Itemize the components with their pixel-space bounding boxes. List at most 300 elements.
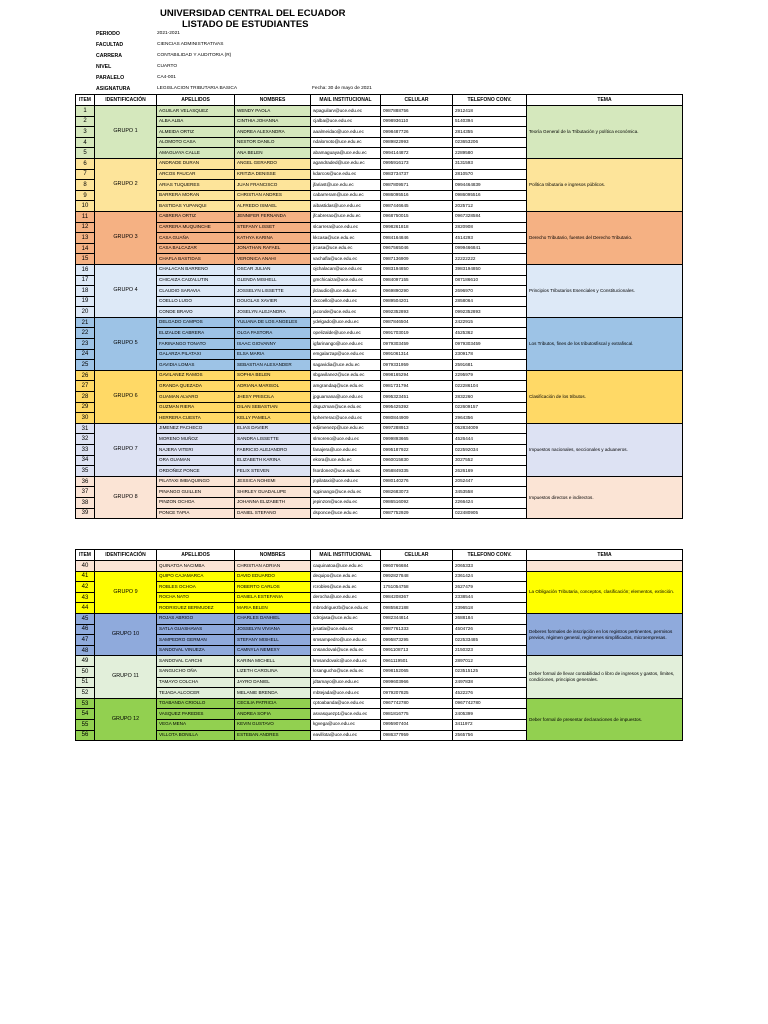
group-cell: GRUPO 12: [95, 698, 157, 740]
meta-label: PARALELO: [96, 75, 125, 81]
nombres-cell: ANDREA ALEXANDRA: [235, 127, 311, 138]
telefono-cell: 022609157: [453, 402, 527, 413]
telefono-cell: 3131593: [453, 158, 527, 169]
celular-cell: 0968750015: [381, 211, 453, 222]
celular-cell: 0998487726: [381, 127, 453, 138]
telefono-cell: 2405399: [453, 709, 527, 720]
celular-cell: 0995187922: [381, 445, 453, 456]
apellidos-cell: SATLA GUASHAVAS: [157, 624, 235, 635]
table-row: [76, 317, 683, 328]
apellidos-cell: HERRERA CUESTA: [157, 413, 235, 424]
telefono-cell: 2832260: [453, 392, 527, 403]
apellidos-cell: BARRERA MORAN: [157, 190, 235, 201]
item-cell: 35: [76, 466, 95, 477]
mail-cell: mbrodriguezb@uce.edu.ec: [311, 603, 381, 614]
meta-label: CARRERA: [96, 53, 122, 59]
apellidos-cell: CABRERA ORTIZ: [157, 211, 235, 222]
apellidos-cell: ROJAS ABRIGO: [157, 613, 235, 624]
list-title: LISTADO DE ESTUDIANTES: [182, 19, 309, 30]
celular-cell: 0997288913: [381, 423, 453, 434]
mail-cell: kkcasa@uce.edu.ec: [311, 233, 381, 244]
item-cell: 48: [76, 645, 95, 656]
group-cell: GRUPO 3: [95, 211, 157, 264]
celular-cell: 0958849335: [381, 466, 453, 477]
celular-cell: 0991703019: [381, 328, 453, 339]
col-header-tema: TEMA: [527, 95, 683, 106]
telefono-cell: 0992352893: [453, 307, 527, 318]
telefono-cell: 022286104: [453, 381, 527, 392]
table-row: [76, 561, 683, 572]
celular-cell: 0984208367: [381, 592, 453, 603]
apellidos-cell: MORENO MUÑOZ: [157, 434, 235, 445]
meta-value: 2021-2021: [157, 31, 180, 36]
celular-cell: 0999893665: [381, 434, 453, 445]
apellidos-cell: JIMENEZ PACHECO: [157, 423, 235, 434]
mail-cell: igfarinango@uce.edu.ec: [311, 339, 381, 350]
mail-cell: ndalomoto@uce.edu.ec: [311, 137, 381, 148]
item-cell: 10: [76, 201, 95, 212]
mail-cell: cabarreram@uce.edu.ec: [311, 190, 381, 201]
celular-cell: 0980140276: [381, 476, 453, 487]
nombres-cell: CHRISTIAN ANDRES: [235, 190, 311, 201]
item-cell: 27: [76, 381, 95, 392]
telefono-cell: 2688184: [453, 613, 527, 624]
apellidos-cell: NAJERA VITERI: [157, 445, 235, 456]
mail-cell: emgalarzap@uce.edu.ec: [311, 349, 381, 360]
apellidos-cell: ORA GUAMAN: [157, 455, 235, 466]
telefono-cell: 5140394: [453, 116, 527, 127]
group-cell: GRUPO 9: [95, 571, 157, 613]
apellidos-cell: GUAMAN ALVARO: [157, 392, 235, 403]
table-row: [76, 106, 683, 117]
tema-cell: Los Tributos, fines de los tributosfiscal y extrafiscal.: [527, 317, 683, 370]
telefono-cell: 2309178: [453, 349, 527, 360]
telefono-cell: 22222222: [453, 254, 527, 265]
table-row: [76, 698, 683, 709]
celular-cell: 0986377959: [381, 730, 453, 741]
apellidos-cell: DELGADO CAMPOS: [157, 317, 235, 328]
celular-cell: 0998261818: [381, 222, 453, 233]
mail-cell: asvasquezp1@uce.edu.ec: [311, 709, 381, 720]
celular-cell: 0960766684: [381, 561, 453, 572]
telefono-cell: 2696970: [453, 286, 527, 297]
mail-cell: gmchicaiza@uce.edu.ec: [311, 275, 381, 286]
nombres-cell: KATHYA KARINA: [235, 233, 311, 244]
mail-cell: cjalba@uce.edu.ec: [311, 116, 381, 127]
nombres-cell: ANDREA SOFIA: [235, 709, 311, 720]
mail-cell: wpaguilarv@uce.edu.ec: [311, 106, 381, 117]
telefono-cell: 0979303459: [453, 339, 527, 350]
apellidos-cell: ANDRADE DURAN: [157, 158, 235, 169]
mail-cell: slcarrera@uce.edu.ec: [311, 222, 381, 233]
item-cell: 3: [76, 127, 95, 138]
table-row: [76, 370, 683, 381]
mail-cell: kpherrerac@uce.edu.ec: [311, 413, 381, 424]
celular-cell: 0989822993: [381, 137, 453, 148]
telefono-cell: 0994464839: [453, 180, 527, 191]
table-row: [76, 656, 683, 667]
group-cell: GRUPO 4: [95, 264, 157, 317]
meta-label: ASIGNATURA: [96, 86, 131, 92]
item-cell: 40: [76, 561, 95, 572]
item-cell: 37: [76, 487, 95, 498]
telefono-cell: 4504726: [453, 624, 527, 635]
mail-cell: jrcasa@uce.edu.ec: [311, 243, 381, 254]
telefono-cell: 2964356: [453, 413, 527, 424]
nombres-cell: DOUGLAS XAVIER: [235, 296, 311, 307]
nombres-cell: ALFREDO ISMAEL: [235, 201, 311, 212]
item-cell: 34: [76, 455, 95, 466]
apellidos-cell: FARINANGO TONATO: [157, 339, 235, 350]
celular-cell: 0998152065: [381, 666, 453, 677]
nombres-cell: FABRICIO ALEJANDRO: [235, 445, 311, 456]
celular-cell: 0983194850: [381, 264, 453, 275]
apellidos-cell: ALBA ALBA: [157, 116, 235, 127]
mail-cell: ydelgado@uce.edu.ec: [311, 317, 381, 328]
nombres-cell: JOHANNA ELIZABETH: [235, 497, 311, 508]
telefono-cell: 023653206: [453, 137, 527, 148]
tema-cell: Impuestos nacionales, seccionales y aduaneros.: [527, 423, 683, 476]
celular-cell: 0987761333: [381, 624, 453, 635]
nombres-cell: DILAN SEBASTIAN: [235, 402, 311, 413]
telefono-cell: 2912418: [453, 106, 527, 117]
nombres-cell: CHARLES DANHIEL: [235, 613, 311, 624]
telefono-cell: 2814355: [453, 127, 527, 138]
celular-cell: 0998165294: [381, 370, 453, 381]
col-header-item: ITEM: [76, 550, 95, 561]
apellidos-cell: GALARZA PILATAXI: [157, 349, 235, 360]
apellidos-cell: ROCHA NATO: [157, 592, 235, 603]
nombres-cell: JONATHAN RAFAEL: [235, 243, 311, 254]
nombres-cell: LIZETH CAROLINA: [235, 666, 311, 677]
telefono-cell: 2497838: [453, 677, 527, 688]
nombres-cell: ANGEL GERARDO: [235, 158, 311, 169]
mail-cell: jfariast@uce.edu.ec: [311, 180, 381, 191]
celular-cell: 0982683073: [381, 487, 453, 498]
nombres-cell: JOSSELYN VIVIANA: [235, 624, 311, 635]
mail-cell: agandraded@uce.edu.ec: [311, 158, 381, 169]
table-row: [76, 613, 683, 624]
nombres-cell: YULIANA DE LOS ANGELES: [235, 317, 311, 328]
celular-cell: 0981731794: [381, 381, 453, 392]
item-cell: 54: [76, 709, 95, 720]
group-cell: GRUPO 1: [95, 106, 157, 159]
meta-value: CA4-001: [157, 75, 176, 80]
celular-cell: 0979331959: [381, 360, 453, 371]
item-cell: 49: [76, 656, 95, 667]
nombres-cell: VERONICA ANAHI: [235, 254, 311, 265]
nombres-cell: ROBERTO CARLOS: [235, 582, 311, 593]
student-table-2: [75, 549, 683, 741]
table-row: [76, 158, 683, 169]
item-cell: 41: [76, 571, 95, 582]
item-cell: 44: [76, 603, 95, 614]
telefono-cell: 052834009: [453, 423, 527, 434]
mail-cell: aibastidas@uce.edu.ec: [311, 201, 381, 212]
nombres-cell: SEBASTIAN ALEXANDER: [235, 360, 311, 371]
celular-cell: 0980844909: [381, 413, 453, 424]
nombres-cell: WENDY PAOLA: [235, 106, 311, 117]
item-cell: 1: [76, 106, 95, 117]
col-header-celular: CELULAR: [381, 550, 453, 561]
telefono-cell: 3411972: [453, 719, 527, 730]
apellidos-cell: RODRIGUEZ BERMUDEZ: [157, 603, 235, 614]
celular-cell: 0994144872: [381, 148, 453, 159]
telefono-cell: 2052447: [453, 476, 527, 487]
item-cell: 42: [76, 582, 95, 593]
col-header-nombres: NOMBRES: [235, 550, 311, 561]
col-header-tema: TEMA: [527, 550, 683, 561]
table-row: [76, 264, 683, 275]
mail-cell: vachafla@uce.edu.ec: [311, 254, 381, 265]
nombres-cell: MELANIE BRENDA: [235, 688, 311, 699]
apellidos-cell: ALOMOTO CASA: [157, 137, 235, 148]
apellidos-cell: ARIAS TUQUERES: [157, 180, 235, 191]
item-cell: 32: [76, 434, 95, 445]
nombres-cell: JOSSELYN LISSETTE: [235, 286, 311, 297]
group-cell: GRUPO 7: [95, 423, 157, 476]
celular-cell: 0998936110: [381, 116, 453, 127]
mail-cell: jdtamayo@uce.edu.ec: [311, 677, 381, 688]
mail-cell: jvsatla@uce.edu.ec: [311, 624, 381, 635]
apellidos-cell: COELLO LUGO: [157, 296, 235, 307]
telefono-cell: 0999466841: [453, 243, 527, 254]
mail-cell: ojchalacan@uce.edu.ec: [311, 264, 381, 275]
telefono-cell: 2289580: [453, 148, 527, 159]
apellidos-cell: GUZMAN RIERA: [157, 402, 235, 413]
nombres-cell: KEVIN GUSTAVO: [235, 719, 311, 730]
nombres-cell: DANIEL STEFANO: [235, 508, 311, 519]
item-cell: 13: [76, 233, 95, 244]
apellidos-cell: VILLOTA BONILLA: [157, 730, 235, 741]
telefono-cell: 2065333: [453, 561, 527, 572]
celular-cell: 0987136909: [381, 254, 453, 265]
celular-cell: 0987888756: [381, 106, 453, 117]
mail-cell: sagavidia@uce.edu.ec: [311, 360, 381, 371]
apellidos-cell: SANDOVAL VINUEZA: [157, 645, 235, 656]
apellidos-cell: SANDOVAL CARCHI: [157, 656, 235, 667]
celular-cell: 0984164846: [381, 233, 453, 244]
mail-cell: jfcabreraо@uce.edu.ec: [311, 211, 381, 222]
item-cell: 52: [76, 688, 95, 699]
apellidos-cell: CONDE BRAVO: [157, 307, 235, 318]
nombres-cell: CECILIA PATRICIA: [235, 698, 311, 709]
mail-cell: cnsandoval@uce.edu.ec: [311, 645, 381, 656]
item-cell: 25: [76, 360, 95, 371]
mail-cell: jnpilataxi@uce.edu.ec: [311, 476, 381, 487]
tema-cell: Principios Tributarios Esenciales y Constitucionales.: [527, 264, 683, 317]
celular-cell: 0995916173: [381, 158, 453, 169]
meta-label: FACULTAD: [96, 42, 124, 48]
item-cell: 8: [76, 180, 95, 191]
nombres-cell: KELLY PAMELA: [235, 413, 311, 424]
nombres-cell: ELSA MARIA: [235, 349, 311, 360]
item-cell: 51: [76, 677, 95, 688]
item-cell: 14: [76, 243, 95, 254]
telefono-cell: 4526444: [453, 434, 527, 445]
telefono-cell: 022592034: [453, 445, 527, 456]
celular-cell: 0986516092: [381, 497, 453, 508]
item-cell: 2: [76, 116, 95, 127]
telefono-cell: 2897012: [453, 656, 527, 667]
telefono-cell: 2266424: [453, 497, 527, 508]
meta-value: CUARTO: [157, 64, 178, 69]
nombres-cell: NESTOR DANILO: [235, 137, 311, 148]
telefono-cell: 023515125: [453, 666, 527, 677]
nombres-cell: JHESY PRISCILA: [235, 392, 311, 403]
item-cell: 16: [76, 264, 95, 275]
item-cell: 55: [76, 719, 95, 730]
apellidos-cell: ROBLES OCHOA: [157, 582, 235, 593]
col-header-mail: MAIL INSTITUCIONAL: [311, 550, 381, 561]
item-cell: 19: [76, 296, 95, 307]
telefono-cell: 2025712: [453, 201, 527, 212]
col-header-apellidos: APELLIDOS: [157, 550, 235, 561]
telefono-cell: 2626169: [453, 466, 527, 477]
item-cell: 39: [76, 508, 95, 519]
celular-cell: 0995873295: [381, 635, 453, 646]
mail-cell: kmsandovalc@uce.edu.ec: [311, 656, 381, 667]
telefono-cell: 2361424: [453, 571, 527, 582]
telefono-cell: 2591681: [453, 360, 527, 371]
table-row: [76, 211, 683, 222]
item-cell: 56: [76, 730, 95, 741]
mail-cell: cdrojasa@uce.edu.ec: [311, 613, 381, 624]
table-row: [76, 571, 683, 582]
mail-cell: abamaguaya@uce.edu.ec: [311, 148, 381, 159]
col-header-telefono: TELEFONO CONV.: [453, 550, 527, 561]
university-title: UNIVERSIDAD CENTRAL DEL ECUADOR: [160, 8, 346, 19]
col-header-item: ITEM: [76, 95, 95, 106]
item-cell: 30: [76, 413, 95, 424]
nombres-cell: DANIELA ESTEFANIA: [235, 592, 311, 603]
telefono-cell: 2565756: [453, 730, 527, 741]
apellidos-cell: AMAGUAYA CALLE: [157, 148, 235, 159]
nombres-cell: SOPHIA BELEN: [235, 370, 311, 381]
item-cell: 36: [76, 476, 95, 487]
mail-cell: derocha@uce.edu.ec: [311, 592, 381, 603]
telefono-cell: 0967328584: [453, 211, 527, 222]
telefono-cell: 4522276: [453, 688, 527, 699]
col-header-mail: MAIL INSTITUCIONAL: [311, 95, 381, 106]
telefono-cell: 022533485: [453, 635, 527, 646]
item-cell: 33: [76, 445, 95, 456]
tema-cell: Deber formal de llevar contabilidad o libro de ingresos y gastos, límites, condiciones, principios generales.: [527, 656, 683, 698]
apellidos-cell: PINZON OCHOA: [157, 497, 235, 508]
col-header-identificacion: IDENTIFICACIÓN: [95, 550, 157, 561]
celular-cell: 0960015830: [381, 455, 453, 466]
telefono-cell: 3983194850: [453, 264, 527, 275]
nombres-cell: ELIZABETH KARINA: [235, 455, 311, 466]
mail-cell: rcrobles@uce.edu.ec: [311, 582, 381, 593]
apellidos-cell: TOABANDA CRIOLLO: [157, 698, 235, 709]
nombres-cell: CAMNYLA NEMEXY: [235, 645, 311, 656]
item-cell: 9: [76, 190, 95, 201]
nombres-cell: CHRISTIAN ADRIAN: [235, 561, 311, 572]
item-cell: 29: [76, 402, 95, 413]
group-cell: GRUPO 10: [95, 613, 157, 655]
meta-value: CIENCIAS ADMINISTRATIVAS: [157, 42, 224, 47]
tema-cell: Clasificación de los tributos.: [527, 370, 683, 423]
apellidos-cell: ELIZALDE CABRERA: [157, 328, 235, 339]
meta-label: NIVEL: [96, 64, 112, 70]
apellidos-cell: CHICAIZA CAIZALUTIN: [157, 275, 235, 286]
date-text: Fecha: 30 de mayo de 2021: [312, 86, 372, 91]
mail-cell: caquinatoa@uce.edu.ec: [311, 561, 381, 572]
item-cell: 5: [76, 148, 95, 159]
apellidos-cell: AGUILAR VELASQUEZ: [157, 106, 235, 117]
apellidos-cell: ALMEIDA ORTIZ: [157, 127, 235, 138]
mail-cell: fanajera@uce.edu.ec: [311, 445, 381, 456]
tema-cell: [527, 561, 683, 572]
apellidos-cell: PINANGO GUILLEN: [157, 487, 235, 498]
item-cell: 7: [76, 169, 95, 180]
celular-cell: 1751054758: [381, 582, 453, 593]
nombres-cell: ELIAS DAVIER: [235, 423, 311, 434]
meta-value: CONTABILIDAD Y AUDITORIA (R): [157, 53, 232, 58]
mail-cell: jaconde@uce.edu.ec: [311, 307, 381, 318]
telefono-cell: 2396518: [453, 603, 527, 614]
celular-cell: 0967742780: [381, 698, 453, 709]
apellidos-cell: CASA BALCAZAR: [157, 243, 235, 254]
telefono-cell: 2422915: [453, 317, 527, 328]
mail-cell: dequipo@uce.edu.ec: [311, 571, 381, 582]
telefono-cell: 0967742780: [453, 698, 527, 709]
celular-cell: 0981816775: [381, 709, 453, 720]
group-cell: GRUPO 8: [95, 476, 157, 518]
mail-cell: aaalmeidao@uce.edu.ec: [311, 127, 381, 138]
item-cell: 53: [76, 698, 95, 709]
celular-cell: 0992827848: [381, 571, 453, 582]
item-cell: 50: [76, 666, 95, 677]
col-header-apellidos: APELLIDOS: [157, 95, 235, 106]
telefono-cell: 2810570: [453, 169, 527, 180]
celular-cell: 0984097155: [381, 275, 453, 286]
nombres-cell: SHIRLEY GUADALUPE: [235, 487, 311, 498]
mail-cell: kgvega@uce.edu.ec: [311, 719, 381, 730]
mail-cell: fsordonez@uce.edu.ec: [311, 466, 381, 477]
celular-cell: 0999603966: [381, 677, 453, 688]
apellidos-cell: GRANDA QUEZADA: [157, 381, 235, 392]
telefono-cell: 022480905: [453, 508, 527, 519]
telefono-cell: 087186610: [453, 275, 527, 286]
mail-cell: opelizalde@uce.edu.ec: [311, 328, 381, 339]
apellidos-cell: VASQUEZ PAREDES: [157, 709, 235, 720]
telefono-cell: 3027552: [453, 455, 527, 466]
mail-cell: sgpinango@uce.edu.ec: [311, 487, 381, 498]
mail-cell: edjimenezp@uce.edu.ec: [311, 423, 381, 434]
apellidos-cell: PILATAXI IMBAQUINGO: [157, 476, 235, 487]
col-header-identificacion: IDENTIFICACIÓN: [95, 95, 157, 106]
apellidos-cell: CASA GUAÑA: [157, 233, 235, 244]
nombres-cell: STEFANY LISSET: [235, 222, 311, 233]
telefono-cell: 4525362: [453, 328, 527, 339]
celular-cell: 0995907404: [381, 719, 453, 730]
mail-cell: dsponce@uce.edu.ec: [311, 508, 381, 519]
tema-cell: La Obligación Tributaria, conceptos, clasificación; elementos, extinción.: [527, 571, 683, 613]
item-cell: 20: [76, 307, 95, 318]
nombres-cell: JAYRO DANIEL: [235, 677, 311, 688]
telefono-cell: 2295979: [453, 370, 527, 381]
student-table-1: [75, 94, 683, 519]
item-cell: 28: [76, 392, 95, 403]
item-cell: 17: [76, 275, 95, 286]
item-cell: 15: [76, 254, 95, 265]
telefono-cell: 2150323: [453, 645, 527, 656]
telefono-cell: 2858064: [453, 296, 527, 307]
nombres-cell: ANA BELEN: [235, 148, 311, 159]
nombres-cell: JESSICA NOHEMI: [235, 476, 311, 487]
